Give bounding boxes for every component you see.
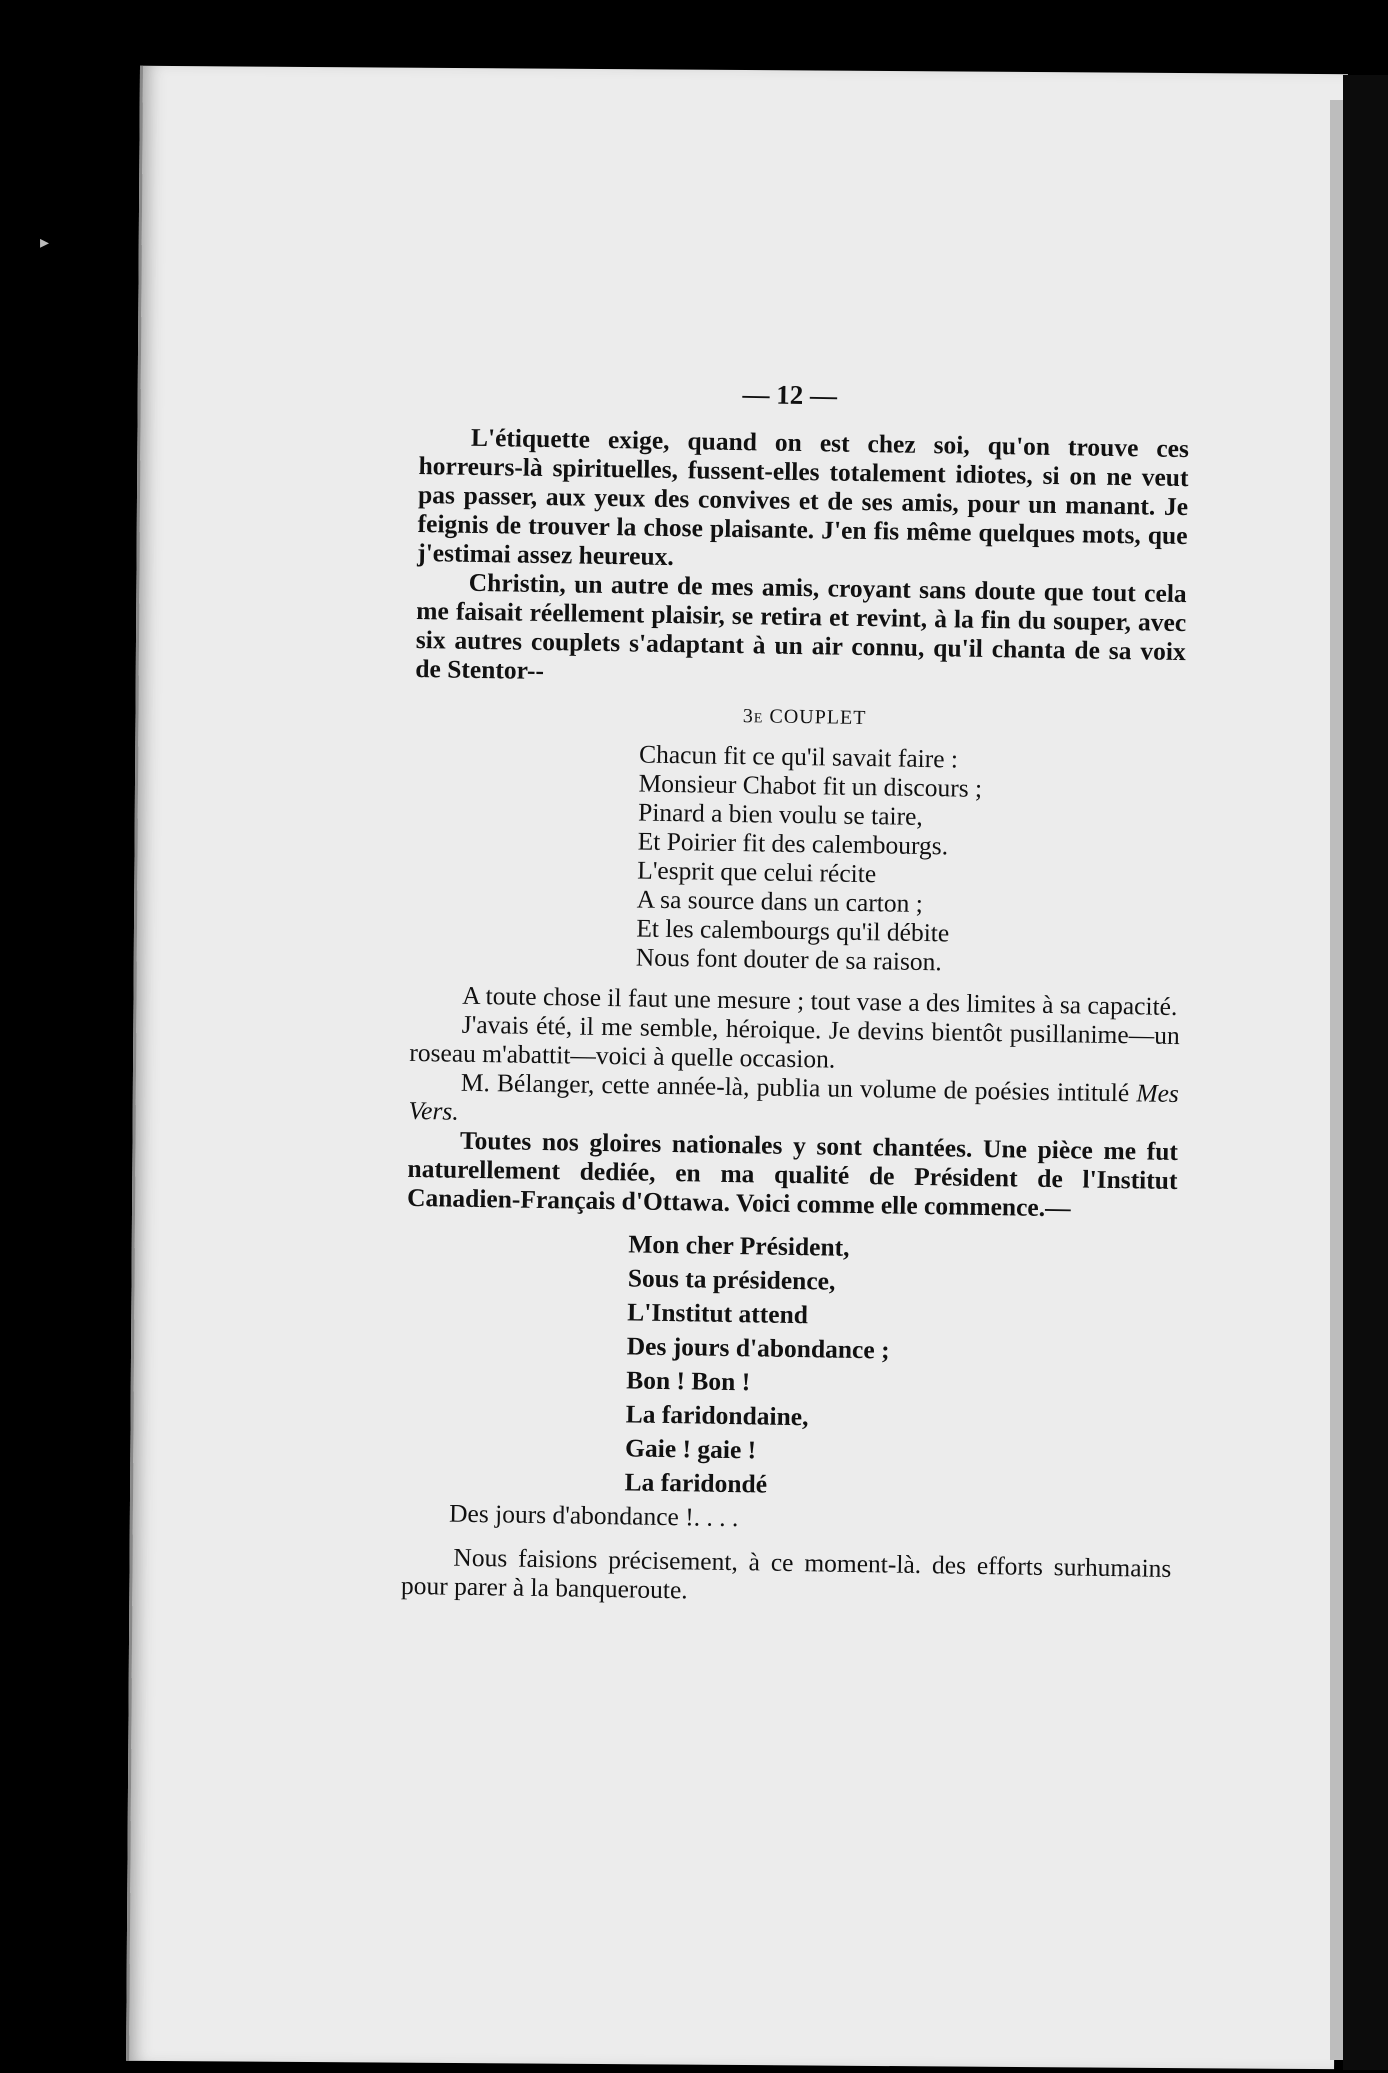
song-verse (448, 1227, 1177, 1542)
song-line: Mon cher Président, (628, 1229, 850, 1262)
couplet-heading: 3e COUPLET (742, 705, 867, 730)
song-line: Sous ta présidence, (627, 1263, 836, 1296)
verse-line: L'esprit que celui récite (637, 855, 877, 889)
paragraph-3: A toute chose il faut une mesure ; tout vase a des limites à sa capacité. (462, 980, 1178, 1021)
couplet-verse (636, 739, 1185, 980)
song-line: La faridondaine, (625, 1399, 809, 1432)
verse-line: Pinard a bien voulu se taire, (637, 797, 924, 831)
song-line: L'Institut attend (627, 1297, 809, 1330)
song-tail: Des jours d'abondance !. . . . (448, 1498, 739, 1533)
paragraph-2: Christin, un autre de mes amis, croyant sans doute que tout cela me faisait réellement plaisir, se retira et revint, à la fin du souper, avec six autres couplets s'adaptant à un air connu, qu'il chanta de sa voix de Stentor-- (415, 567, 1187, 685)
verse-line: Nous font douter de sa raison. (635, 942, 943, 977)
page-text (401, 375, 1190, 1612)
song-line: Gaie ! gaie ! (624, 1433, 757, 1465)
paragraph-7: Nous faisions précisement, à ce moment-là. des efforts surhumains pour parer à la banqueroute. (400, 1542, 1172, 1605)
song-line: La faridondé (624, 1467, 768, 1499)
verse-line: Monsieur Chabot fit un discours ; (638, 768, 983, 803)
page-number: — 12 — (742, 379, 838, 411)
paragraph-4: J'avais été, il me semble, héroique. Je devins bientôt pusillanime—un roseau m'abattit—voici à quelle occasion. (409, 1009, 1180, 1074)
scan-mark-icon: ▸ (40, 232, 50, 252)
book-spine (1343, 75, 1388, 2070)
paragraph-1: L'étiquette exige, quand on est chez soi, qu'on trouve ces horreurs-là spirituelles, fussent-elles totalement idiotes, si on ne veut pas passer, aux yeux des convives et de ses amis, pour un manant. Je feignis de trouver la chose plaisante. J'en fis même quelques mots, que j'estimai assez heureux. (416, 422, 1190, 572)
verse-line: Et les calembourgs qu'il débite (636, 913, 950, 948)
verse-line: A sa source dans un carton ; (636, 884, 924, 918)
paragraph-5-text: M. Bélanger, cette année-là, publia un volume de poésies intitulé (460, 1067, 1130, 1108)
paragraph-6: Toutes nos gloires nationales y sont chantées. Une pièce me fut naturellement dediée, en ma qualité de Président de l'Institut Canadien-Français d'Ottawa. Voici comme elle commence.— (406, 1125, 1179, 1223)
book-title: Mes Vers. (408, 1078, 1180, 1126)
verse-line: Et Poirier fit des calembourgs. (637, 826, 949, 861)
verse-line: Chacun fit ce qu'il savait faire : (638, 739, 959, 774)
song-line: Bon ! Bon ! (626, 1365, 751, 1397)
song-line: Des jours d'abondance ; (626, 1331, 890, 1365)
